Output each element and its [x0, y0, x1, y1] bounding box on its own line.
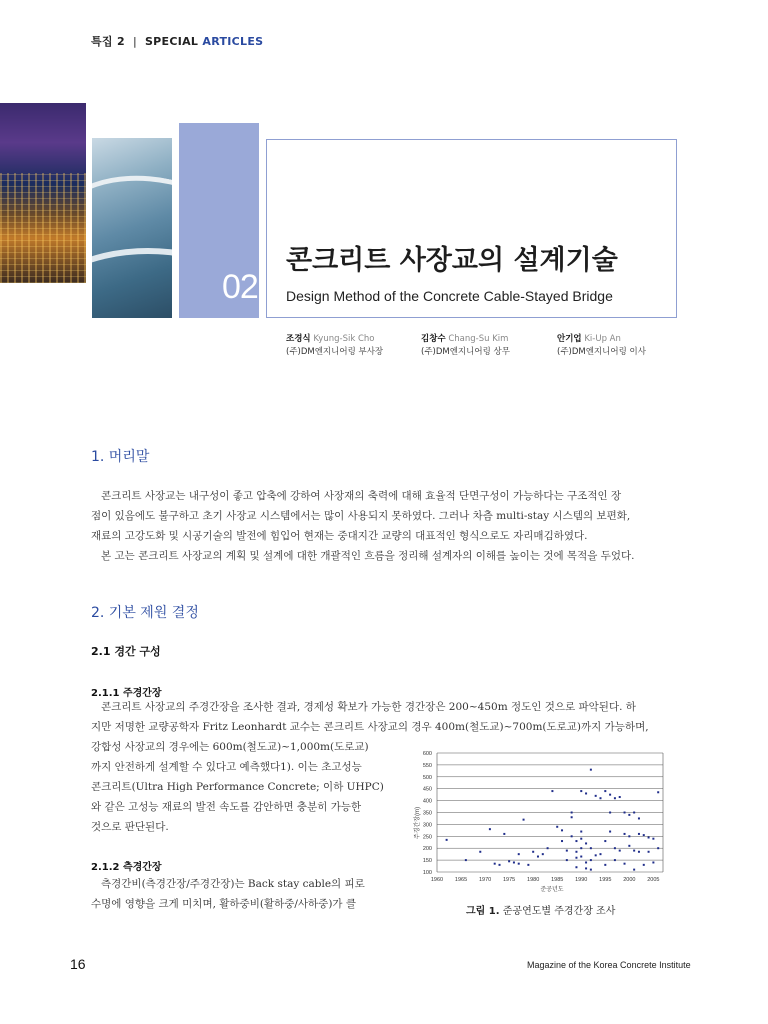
span-scatter-chart — [405, 745, 677, 895]
x-tick-label: 1970 — [478, 877, 492, 883]
data-point — [446, 839, 448, 841]
basic-heading: 2. 기본 제원 결정 — [91, 605, 199, 621]
text-line: 측경간비(측경간장/주경간장)는 Back stay cable의 피로 — [101, 878, 365, 890]
x-axis-label: 준공년도 — [540, 887, 564, 893]
data-point — [527, 864, 529, 866]
data-point — [542, 853, 544, 855]
data-point — [561, 840, 563, 842]
data-point — [537, 856, 539, 858]
article-number: 02 — [222, 268, 258, 306]
author-name-ko: 조경식 — [286, 334, 311, 344]
y-tick-label: 550 — [422, 762, 432, 769]
articles-label: ARTICLES — [202, 35, 264, 48]
data-point — [590, 859, 592, 861]
data-point — [561, 829, 563, 831]
data-point — [556, 826, 558, 828]
running-header — [91, 33, 263, 49]
text-line: 지만 저명한 교량공학자 Fritz Leonhardt 교수는 콘크리트 사장교의 경우 400m(철도교)~700m(도로교)까지 가능하며, — [91, 721, 649, 733]
y-tick-label: 150 — [422, 858, 432, 865]
text-line: 콘크리트 사장교는 내구성이 좋고 압축에 강하여 사장재의 축력에 대해 효율적 단면구성이 가능하다는 구조적인 장 — [101, 490, 622, 502]
y-tick-label: 200 — [422, 846, 432, 853]
data-point — [585, 867, 587, 869]
data-point — [614, 859, 616, 861]
data-point — [489, 828, 491, 830]
y-axis-label: 주경간장(m) — [415, 806, 421, 840]
data-point — [580, 856, 582, 858]
data-point — [633, 812, 635, 814]
x-tick-label: 1990 — [575, 877, 588, 883]
chart-svg — [405, 745, 677, 895]
data-point — [609, 831, 611, 833]
data-point — [580, 847, 582, 849]
bridge-photo — [92, 138, 172, 318]
data-point — [518, 853, 520, 855]
header-separator: | — [132, 35, 137, 48]
data-point — [585, 842, 587, 844]
data-point — [585, 792, 587, 794]
text-line: 수명에 영향을 크게 미치며, 활하중비(활하중/사하중)가 클 — [91, 898, 357, 910]
data-point — [508, 860, 510, 862]
data-point — [580, 838, 582, 840]
data-point — [657, 847, 659, 849]
x-tick-label: 1975 — [503, 877, 516, 883]
author-name-ko: 안기업 — [557, 334, 582, 344]
data-point — [624, 863, 626, 865]
data-point — [609, 812, 611, 814]
data-point — [575, 866, 577, 868]
data-point — [628, 845, 630, 847]
data-point — [547, 847, 549, 849]
data-point — [643, 834, 645, 836]
text-line: 강합성 사장교의 경우에는 600m(철도교)~1,000m(도로교) — [91, 741, 369, 753]
author-1 — [286, 333, 383, 359]
y-tick-label: 450 — [422, 786, 432, 793]
data-point — [580, 831, 582, 833]
span-heading: 2.1 경간 구성 — [91, 645, 161, 658]
text-line: 것으로 판단된다. — [91, 821, 169, 833]
y-tick-label: 500 — [422, 774, 432, 781]
y-tick-label: 600 — [422, 751, 432, 757]
text-line: 까지 안전하게 설계할 수 있다고 예측했다1). 이는 초고성능 — [91, 761, 362, 773]
page-number: 16 — [70, 956, 86, 972]
data-point — [638, 833, 640, 835]
side-span-heading: 2.1.2 측경간장 — [91, 862, 162, 873]
data-point — [628, 814, 630, 816]
section-label: 특집 2 — [91, 35, 125, 48]
data-point — [595, 795, 597, 797]
text-line: 와 같은 고성능 재료의 발전 속도를 감안하면 충분히 가능한 — [91, 801, 362, 813]
data-point — [479, 851, 481, 853]
data-point — [619, 796, 621, 798]
data-point — [643, 864, 645, 866]
data-point — [657, 791, 659, 793]
data-point — [590, 769, 592, 771]
x-tick-label: 1965 — [454, 877, 468, 883]
author-name-en: Kyung-Sik Cho — [313, 334, 375, 344]
data-point — [499, 864, 501, 866]
author-name-ko: 김창수 — [421, 334, 446, 344]
data-point — [566, 859, 568, 861]
author-affiliation: (주)DM엔지니어링 부사장 — [286, 347, 384, 357]
data-point — [633, 869, 635, 871]
figure-caption-text: 준공연도별 주경간장 조사 — [502, 906, 616, 917]
data-point — [652, 861, 654, 863]
x-tick-label: 1980 — [527, 877, 540, 883]
author-affiliation: (주)DM엔지니어링 이사 — [557, 347, 646, 357]
y-tick-label: 100 — [422, 870, 432, 876]
intro-paragraph — [91, 486, 677, 566]
data-point — [571, 812, 573, 814]
author-name-en: Ki-Up An — [584, 334, 621, 344]
y-tick-label: 400 — [422, 798, 432, 805]
data-point — [551, 790, 553, 792]
article-title-korean: 콘크리트 사장교의 설계기술 — [286, 245, 618, 276]
night-city-photo — [0, 103, 86, 283]
magazine-name: Magazine of the Korea Concrete Institute — [527, 960, 691, 970]
data-point — [604, 864, 606, 866]
data-point — [595, 854, 597, 856]
data-point — [590, 847, 592, 849]
x-tick-label: 1995 — [599, 877, 612, 883]
data-point — [604, 840, 606, 842]
x-tick-label: 2005 — [647, 877, 660, 883]
data-point — [628, 835, 630, 837]
data-point — [571, 816, 573, 818]
data-point — [532, 851, 534, 853]
x-tick-label: 1960 — [430, 877, 444, 883]
data-point — [599, 797, 601, 799]
y-tick-label: 250 — [422, 834, 432, 841]
main-span-heading: 2.1.1 주경간장 — [91, 688, 162, 699]
data-point — [614, 797, 616, 799]
intro-heading: 1. 머리말 — [91, 449, 150, 465]
author-affiliation: (주)DM엔지니어링 상무 — [421, 347, 510, 357]
author-2 — [421, 333, 510, 359]
author-3 — [557, 333, 646, 359]
data-point — [575, 840, 577, 842]
data-point — [624, 812, 626, 814]
text-line: 콘크리트(Ultra High Performance Concrete; 이하 UHPC) — [91, 781, 384, 793]
data-point — [590, 869, 592, 871]
data-point — [571, 835, 573, 837]
y-tick-label: 300 — [422, 822, 432, 829]
figure-caption — [466, 902, 615, 917]
data-point — [575, 857, 577, 859]
data-point — [513, 861, 515, 863]
data-point — [648, 836, 650, 838]
figure-label: 그림 1. — [466, 906, 500, 917]
author-name-en: Chang-Su Kim — [448, 334, 509, 344]
data-point — [609, 794, 611, 796]
data-point — [465, 859, 467, 861]
data-point — [580, 790, 582, 792]
data-point — [566, 850, 568, 852]
data-point — [648, 851, 650, 853]
data-point — [633, 850, 635, 852]
data-point — [575, 851, 577, 853]
x-tick-label: 1985 — [551, 877, 564, 883]
x-tick-label: 2000 — [623, 877, 636, 883]
data-point — [503, 833, 505, 835]
article-title-english: Design Method of the Concrete Cable-Stayed Bridge — [286, 288, 613, 304]
data-point — [638, 851, 640, 853]
data-point — [585, 861, 587, 863]
text-line: 재료의 고강도화 및 시공기술의 발전에 힘입어 현재는 중대지간 교량의 대표적인 형식으로도 자리매김하였다. — [91, 530, 588, 542]
text-line: 콘크리트 사장교의 주경간장을 조사한 결과, 경제성 확보가 가능한 경간장은 200~450m 정도인 것으로 파악된다. 하 — [101, 701, 636, 713]
data-point — [624, 833, 626, 835]
text-line: 점이 있음에도 불구하고 초기 사장교 시스템에서는 많이 사용되지 못하였다. 그러나 차츰 multi-stay 시스템의 보편화, — [91, 510, 631, 522]
data-point — [638, 817, 640, 819]
data-point — [619, 850, 621, 852]
y-tick-label: 350 — [422, 810, 432, 817]
data-point — [494, 863, 496, 865]
data-point — [604, 790, 606, 792]
data-point — [518, 863, 520, 865]
data-point — [652, 838, 654, 840]
text-line: 본 고는 콘크리트 사장교의 계획 및 설계에 대한 개괄적인 흐름을 정리해 설계자의 이해를 높이는 것에 목적을 두었다. — [101, 550, 635, 562]
special-label: SPECIAL — [144, 35, 199, 48]
data-point — [523, 819, 525, 821]
data-point — [599, 853, 601, 855]
data-point — [614, 847, 616, 849]
